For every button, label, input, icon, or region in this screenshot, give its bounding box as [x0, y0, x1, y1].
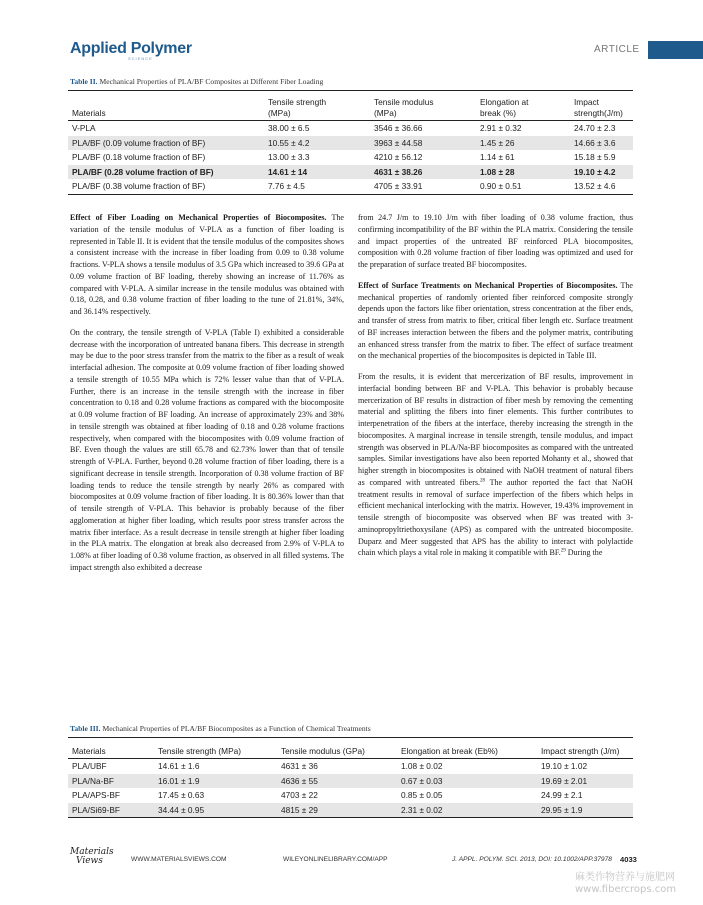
table2-caption: [70, 77, 323, 86]
table2-cell: 4705 ± 33.91: [374, 181, 423, 191]
table2-header-cell: Elongation at break (%): [480, 97, 529, 118]
table2-cell: 10.55 ± 4.2: [268, 137, 310, 148]
table2-header-cell: Tensile strength (MPa): [268, 97, 327, 118]
page-number: 4033: [620, 855, 637, 864]
table3-cell: 19.69 ± 2.01: [541, 775, 588, 786]
table2-row: [68, 150, 633, 165]
table3-cell: 19.10 ± 1.02: [541, 761, 588, 771]
table3-header-cell: Tensile strength (MPa): [158, 746, 242, 756]
table3-cell: PLA/APS-BF: [72, 790, 120, 800]
paragraph: Effect of Surface Treatments on Mechanical Properties of Biocomposites. The mechanical properties of randomly oriented fiber reinforced composite strongly depends upon the factors like fiber orientation, stress concentration at the fiber ends, and transfer of stress from matrix to fiber, critical fiber length etc. Surface treatment of BF increases interaction between the fibers and the polymer matrix, contributing an enhanced stress transfer from the matrix to fiber. The effect of surface treatment on the mechanical properties of the biocomposites is depicted in Table III.: [358, 280, 633, 361]
table3-row: [68, 788, 633, 803]
table3-header-cell: Elongation at break (Eb%): [401, 746, 498, 756]
table3-cell: 2.31 ± 0.02: [401, 804, 443, 815]
materials-views-logo: Materials Views: [70, 847, 114, 866]
table3-cell: 0.85 ± 0.05: [401, 790, 443, 800]
table2-title: Mechanical Properties of PLA/BF Composites at Different Fiber Loading: [99, 77, 324, 86]
table2-row: [68, 136, 633, 151]
table2-cell: 13.52 ± 4.6: [574, 181, 616, 191]
table3-header-cell: Impact strength (J/m): [541, 746, 620, 756]
table3-cell: 16.01 ± 1.9: [158, 775, 200, 786]
table3-cell: 17.45 ± 0.63: [158, 790, 205, 800]
table2-cell: 14.61 ± 14: [268, 166, 308, 177]
header-accent-bar: [648, 41, 703, 59]
table2-header-cell: Impact strength(J/m): [574, 97, 623, 118]
table3-header-cell: Tensile modulus (GPa): [281, 746, 365, 756]
right-column: [358, 212, 633, 568]
table2-cell: 24.70 ± 2.3: [574, 123, 616, 133]
table3-cell: 4631 ± 36: [281, 761, 318, 771]
table2-cell: 19.10 ± 4.2: [574, 166, 616, 177]
table3-cell: PLA/Si69-BF: [72, 804, 120, 815]
footer-citation: J. APPL. POLYM. SCI. 2013, DOI: 10.1002/APP.37978: [452, 856, 612, 863]
table3-row: [68, 803, 633, 818]
table2-label: Table II.: [70, 77, 98, 86]
reference-superscript: 28: [480, 478, 486, 484]
table2-cell: 1.45 ± 26: [480, 137, 515, 148]
paragraph: On the contrary, the tensile strength of V-PLA (Table I) exhibited a considerable decrease with the incorporation of untreated banana fibers. This decrease in strength may be due to the poor stress transfer from the matrix to the fiber as a result of weak interfacial adhesion. The composite at 0.09 volume fraction of fiber loading showed a tensile strength of 10.55 MPa which is 72% lesser value than that of V-PLA. Further, there is an increase in the tensile strength with the increase in fiber concentration to 0.18 and 0.28 volume fractions as compared with the biocomposite at 0.09 volume fraction of BF loading. An increase of approximately 23% and 38% in tensile strength was obtained at fiber loading of 0.18 and 0.28 volume fractions respectively, when compared with the biocomposites with 0.09 volume fraction of BF. Even though the values are still 65.78 and 62.73% lower than that of tensile strength of V-PLA. Further, beyond 0.28 volume fraction of fiber loading, there is a significant decrease in tensile strength. Incorporation of 0.38 volume fraction of BF loading tends to reduce the tensile strength by nearly 26% as compared with biocomposites at 0.09 volume fraction of fiber loading. It is 80.36% lower than that of tensile strength of V-PLA. This behavior is probably because of the fiber agglomeration at higher fiber loading, which results poor stress transfer across the matrix fiber interface. As a result decrease in tensile strength at higher fiber loading in the PLA matrix. The elongation at break also decreased from 2.9% of V-PLA to 1.08% at fiber loading of 0.38 volume fraction, as observed in all filled systems. The impact strength also exhibited a decrease: [70, 327, 344, 572]
table2-cell: 0.90 ± 0.51: [480, 181, 522, 191]
table3-row: [68, 774, 633, 789]
table2-cell: 1.14 ± 61: [480, 152, 515, 162]
watermark: 麻类作物营养与施肥网 www.fibercrops.com: [575, 872, 677, 895]
table3-cell: 14.61 ± 1.6: [158, 761, 200, 771]
table3-cell: 4703 ± 22: [281, 790, 318, 800]
table2-cell: 3963 ± 44.58: [374, 137, 423, 148]
section-heading: Effect of Surface Treatments on Mechanical Properties of Biocomposites.: [358, 280, 618, 290]
table3-cell: 0.67 ± 0.03: [401, 775, 443, 786]
table2-header-row: [68, 91, 633, 121]
table2-header-cell: Tensile modulus (MPa): [374, 97, 434, 118]
table3-header-row: [68, 738, 633, 759]
table2-cell: 38.00 ± 6.5: [268, 123, 310, 133]
table3-header-cell: Materials: [72, 746, 106, 756]
reference-superscript: 29: [560, 548, 566, 554]
journal-logo: Applied Polymer: [70, 40, 192, 57]
table2-header-cell: Materials: [72, 108, 106, 118]
paragraph: Effect of Fiber Loading on Mechanical Properties of Biocomposites. The variation of the tensile modulus of V-PLA as a function of fiber loading is represented in Table II. It is evident that the tensile modulus of the composites shows a consistent increase with the increase in fiber loading from 0.09 to 0.38 volume fractions. V-PLA shows a tensile modulus of 3.5 GPa which increased to 39.6 GPa at 0.09 volume fraction of BF loading, thereby showing an increase of 11.76% as compared with V-PLA. A similar increase in the tensile modulus was obtained with 0.18, 0.28, and 0.38 volume fraction of fiber loading to the tune of 21.81%, 34%, and 36.14% respectively.: [70, 213, 344, 316]
table2: [68, 90, 633, 195]
table2-cell: PLA/BF (0.28 volume fraction of BF): [72, 166, 214, 177]
table3-label: Table III.: [70, 724, 101, 733]
table3-cell: 29.95 ± 1.9: [541, 804, 583, 815]
table2-cell: 7.76 ± 4.5: [268, 181, 305, 191]
journal-logo-sub: SCIENCE: [128, 56, 153, 61]
table2-cell: 13.00 ± 3.3: [268, 152, 310, 162]
table2-row: [68, 121, 633, 136]
table2-cell: 2.91 ± 0.32: [480, 123, 522, 133]
table2-cell: PLA/BF (0.38 volume fraction of BF): [72, 181, 206, 191]
table3-title: Mechanical Properties of PLA/BF Biocomposites as a Function of Chemical Treatments: [102, 724, 371, 733]
footer-url-materialsviews[interactable]: WWW.MATERIALSVIEWS.COM: [131, 856, 227, 863]
footer-url-wiley[interactable]: WILEYONLINELIBRARY.COM/APP: [283, 856, 388, 863]
table2-cell: 15.18 ± 5.9: [574, 152, 616, 162]
paragraph: From the results, it is evident that mercerization of BF results, improvement in interfacial bonding between BF and V-PLA. This behavior is probably because mercerization of BF results in distraction of fiber mesh by removing the cementing material and splitting the fibers into finer elements. This further contributes to interpenetration of the fibers at the interface, thereby increasing the strength in the biocomposites. A marginal increase in tensile strength, tensile modulus, and impact strength was observed in PLA/Na-BF biocomposites as compared with the untreated samples. Similar investigations have also been reported Mohanty et al., showed that higher strength in biocomposites is obtained with NaOH treatment of natural fibers as compared with untreated fibers.$^{28}$ The author reported the fact that NaOH treatment results in removal of surface imperfection of the fibers which helps in efficient mechanical interlocking with the matrix. However, 19.43% improvement in tensile strength of biocomposite was observed when BF was treated with 3-aminopropyltriethoxysilane (APS) as compared with the untreated biocomposite. Duparz and Meer suggested that APS has the ability to interact with polylactide chain which plays a vital role in making it compatible with BF.$^{29}$ During the: [358, 372, 633, 558]
table3-cell: 4815 ± 29: [281, 804, 318, 815]
table2-cell: 4210 ± 56.12: [374, 152, 423, 162]
table3-caption: [70, 724, 371, 733]
table2-cell: 1.08 ± 28: [480, 166, 515, 177]
table2-cell: V-PLA: [72, 123, 96, 133]
table3-cell: 24.99 ± 2.1: [541, 790, 583, 800]
table3-cell: 34.44 ± 0.95: [158, 804, 205, 815]
table3: [68, 737, 633, 818]
table2-cell: PLA/BF (0.09 volume fraction of BF): [72, 137, 206, 148]
table3-cell: 4636 ± 55: [281, 775, 318, 786]
table2-cell: 3546 ± 36.66: [374, 123, 423, 133]
table2-cell: 4631 ± 38.26: [374, 166, 423, 177]
table2-cell: 14.66 ± 3.6: [574, 137, 616, 148]
section-label: ARTICLE: [594, 44, 640, 55]
table3-cell: 1.08 ± 0.02: [401, 761, 443, 771]
paragraph: from 24.7 J/m to 19.10 J/m with fiber loading of 0.38 volume fraction, thus confirming incompatibility of the BF within the PLA matrix. Considering the tensile and impact properties of the untreated BF reinforced PLA biocomposites, composition with 0.28 volume fraction of fiber loading was optimized and used for the preparation of surface treated BF biocomposites.: [358, 213, 633, 269]
left-column: [70, 212, 344, 583]
table2-cell: PLA/BF (0.18 volume fraction of BF): [72, 152, 206, 162]
table2-row: [68, 165, 633, 180]
table2-row: [68, 179, 633, 194]
table3-row: [68, 759, 633, 774]
table3-cell: PLA/UBF: [72, 761, 107, 771]
table3-cell: PLA/Na-BF: [72, 775, 114, 786]
section-heading: Effect of Fiber Loading on Mechanical Properties of Biocomposites.: [70, 213, 327, 222]
